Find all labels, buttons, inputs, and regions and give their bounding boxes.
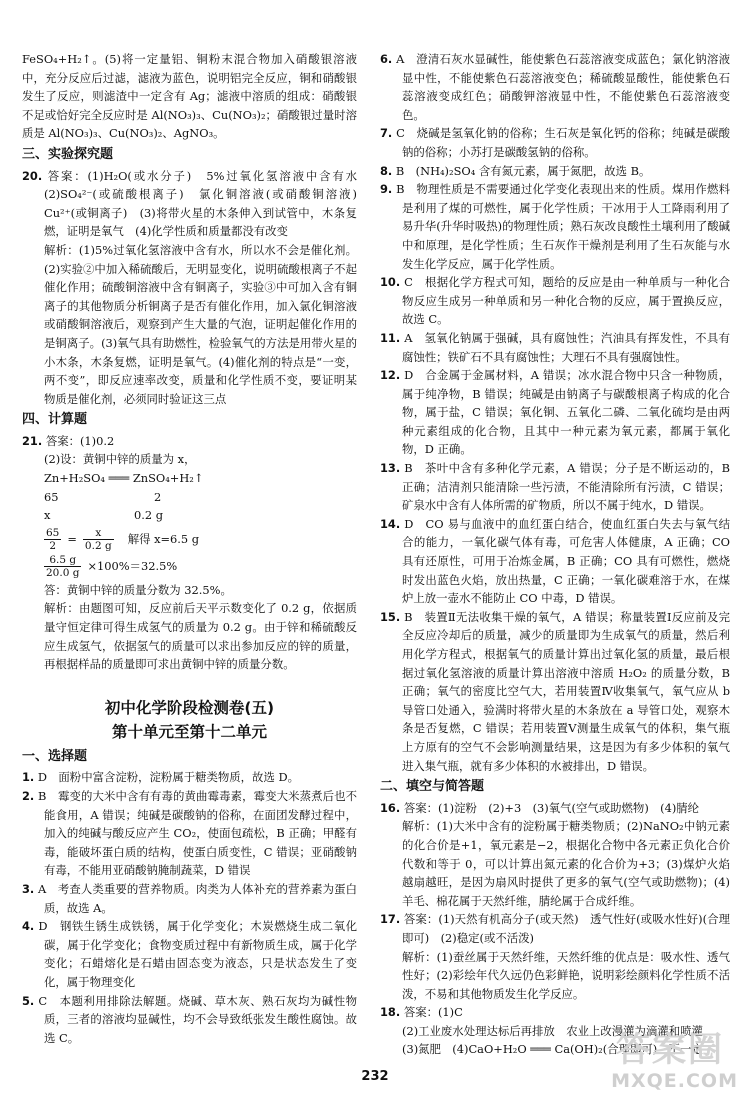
exam-title: 初中化学阶段检测卷(五) — [104, 698, 275, 717]
q21-final-answer: 答：黄铜中锌的质量分数为 32.5%。 — [44, 582, 232, 597]
choice-item: 8. B (NH₄)₂SO₄ 含有氮元素，属于氮肥，故选 B。 — [380, 163, 651, 178]
section-calculation-title: 四、计算题 — [22, 412, 88, 428]
choice-item: 1. D 面粉中富含淀粉，淀粉属于糖类物质，故选 D。 — [22, 770, 299, 785]
q21-equation: Zn+H₂SO₄ ═══ ZnSO₄+H₂↑ — [44, 471, 204, 486]
exam-subtitle: 第十单元至第十二单元 — [111, 722, 267, 741]
right-column — [380, 50, 730, 1059]
q18-line-3: (3)氮肥 (4)CaO+H₂O ═══ Ca(OH)₂(合理即可) 不一定 — [402, 1042, 703, 1057]
choice-item: 15. B 装置Ⅱ无法收集干燥的氧气，A 错误；称量装置Ⅰ反应前及完全反应冷却后的质量，减少的质量即为生成氧气的质量，然后利用化学方程式，根据氧气的质量计算出过氧化氢的质量，最后根据过氧化氢溶液的质量计算出溶液中溶质 H₂O₂ 的质量分数，B 正确；氧气的密度比空气大，若用装置Ⅳ收集氧气，氧气应从 b 导管口处通入，验满时将带火星的木条放在 a 导管口处，观察木条是否复燃，C 错误；若用装置Ⅴ测量生成氧气的体积，集气瓶上方原有的空气不会影响测量结果，这是因为有多少体积的氧气进入集气瓶，就有多少体积的水被排出，D 错误。 — [380, 609, 730, 773]
choice-item: 5. C 本题利用排除法解题。烧碱、草木灰、熟石灰均为碱性物质，三者的溶液均显碱性，均不会导致纸张发生酸性腐蚀。故选 C。 — [22, 993, 358, 1045]
q20-answer-text: 答案：(1)H₂O(或水分子) 5%过氧化氢溶液中含有水 (2)SO₄²⁻(或硫酸根离子) 氯化铜溶液(或硝酸铜溶液) Cu²⁺(或铜离子) (3)将带火星的木条伸入到试管中，木条复燃，证明是氧气 (4)化学性质和质量都没有改变 — [44, 168, 369, 239]
q19-continuation: FeSO₄+H₂↑。(5)将一定量铝、铜粉末混合物加入硝酸银溶液中，充分反应后过滤，滤液为蓝色，说明铝完全反应，铜和硝酸银发生了反应，则滤渣中一定含有 Ag；滤液中溶质的组成：硝酸银不足或恰好完全反应时是 Al(NO₃)₃、Cu(NO₃)₂；硝酸银过量时溶质是 Al(NO₃)₃、Cu(NO₃)₂、AgNO₃。 — [22, 52, 357, 141]
q21-fraction-3: $\frac{6.5 g}{20.0 g}$ — [46, 553, 80, 579]
q21-fraction-2: $\frac{x}{0.2 g}$ — [84, 526, 112, 552]
watermark-text: 答案圈 — [616, 1030, 724, 1070]
q18-line-2: (2)工业废水处理达标后再排放 农业上改漫灌为滴灌和喷灌 — [402, 1023, 703, 1038]
page-number: 232 — [361, 1069, 389, 1084]
q16-analysis: 解析：(1)大米中含有的淀粉属于糖类物质；(2)NaNO₂中钠元素的化合价是+1，氧元素是−2，根据化合物中各元素正负化合价代数和等于 0，可以计算出氮元素的化合价为+3；(3)煤炉火焰越扇越旺，是因为扇风时提供了更多的氧气(空气或助燃物)；(4)羊毛、棉花属于天然纤维，腈纶属于合成纤维。 — [402, 819, 730, 908]
watermark-logo — [608, 1022, 738, 1092]
q20-analysis: 解析：(1)5%过氧化氢溶液中含有水，所以水不会是催化剂。(2)实验②中加入稀硫酸后，无明显变化，说明硫酸根离子不起催化作用；硫酸铜溶液中含有铜离子，实验③中可加入含有铜离子的其他物质分析铜离子是否有催化作用，加入氯化铜溶液或硝酸铜溶液后，观察到产生大量的气泡，证明起催化作用的是铜离子。(3)氧气具有助燃性，检验氧气的方法是用带火星的小木条，木条复燃，证明是氧气。(4)催化剂的特点是“一变，两不变”，即反应速率改变，质量和化学性质不变，要证明某物质是催化剂，必须同时验证这三点 — [44, 242, 357, 406]
q21-ratio-row-1 — [44, 488, 357, 507]
q17-analysis: 解析：(1)蚕丝属于天然纤维，天然纤维的优点是：吸水性、透气性好；(2)彩绘年代久远仍色彩鲜艳，说明彩绘颜料化学性质不活泼，不易和其他物质发生化学反应。 — [402, 949, 730, 1001]
q21-answer — [22, 432, 357, 451]
left-column — [22, 50, 369, 1047]
q21-number: 21. — [22, 433, 43, 448]
choice-item: 10. C 根据化学方程式可知，题给的反应是由一种单质与一种化合物反应生成另一种单质和另一种化合物的反应，属于置换反应，故选 C。 — [380, 275, 731, 327]
choice-item: 7. C 烧碱是氢氧化钠的俗称；生石灰是氧化钙的俗称；纯碱是碳酸钠的俗称；小苏打是碳酸氢钠的俗称。 — [380, 126, 730, 159]
q21-h2-actual: 0.2 g — [134, 508, 164, 523]
q21-zn-mass: 65 — [44, 489, 59, 504]
q21-ratio-row-2 — [44, 506, 357, 525]
q21-set-variable: (2)设：黄铜中锌的质量为 x， — [44, 452, 196, 467]
q21-analysis: 解析：由题图可知，反应前后天平示数变化了 0.2 g，依据质量守恒定律可得生成氢气的质量为 0.2 g。由于锌和稀硫酸反应生成氢气，依据氢气的质量可以求出参加反应的锌的质量，再根据样品的质量即可求出黄铜中锌的质量分数。 — [44, 601, 357, 672]
q21-solve: 解得 x=6.5 g — [127, 532, 200, 547]
q21-solution — [22, 450, 357, 599]
choice-item: 13. B 茶叶中含有多种化学元素，A 错误；分子是不断运动的，B 正确；洁清剂只能清除一些污渍，不能清除所有污渍，C 错误；矿泉水中含有人体所需的矿物质，所以不属于纯水，D 错误。 — [380, 461, 731, 513]
choice-item: 6. A 澄清石灰水显碱性，能使紫色石蕊溶液变成蓝色；氯化钠溶液显中性，不能使紫色石蕊溶液变色；稀硫酸显酸性，能使紫色石蕊溶液变成红色；硝酸钾溶液显中性，不能使紫色石蕊溶液变色。 — [380, 52, 731, 122]
choice-item: 9. B 物理性质是不需要通过化学变化表现出来的性质。煤用作燃料是利用了煤的可燃性，属于化学性质；干冰用于人工降雨利用了易升华(升华时吸热)的物理性质；熟石灰改良酸性土壤利用了酸碱中和原理，是化学性质；生石灰作干燥剂是利用了生石灰能与水发生化学反应，属于化学性质。 — [380, 182, 730, 271]
q18-answer: 18. 答案：(1)C — [380, 1005, 463, 1020]
q16-answer: 16. 答案：(1)淀粉 (2)+3 (3)氧气(空气或助燃物) (4)腈纶 — [380, 800, 700, 815]
section-choice-title: 一、选择题 — [22, 748, 88, 764]
q21-answer-text: 答案：(1)0.2 — [45, 433, 115, 448]
q21-percentage — [44, 554, 357, 579]
section-fill-title: 二、填空与简答题 — [380, 779, 485, 795]
choice-item: 12. D 合金属于金属材料，A 错误；冰水混合物中只含一种物质，属于纯净物，B 错误；纯碱是由钠离子与碳酸根离子构成的化合物，属于盐，C 错误；氧化铜、五氧化二磷、二氧化硫均是由两种元素组成的化合物，且其中一种元素为氧元素，都属于氧化物，D 正确。 — [380, 368, 731, 457]
choice-item: 4. D 钢铁生锈生成铁锈，属于化学变化；木炭燃烧生成二氧化碳，属于化学变化；食物变质过程中有新物质生成，属于化学变化；石蜡熔化是石蜡由固态变为液态，只是状态发生了变化，属于物理变化 — [22, 919, 357, 989]
section-experiment-title: 三、实验探究题 — [22, 146, 114, 162]
q21-proportion: $\frac{65}{2}$ = $\frac{x}{0.2 g}$ 解得 x=6.5 g — [46, 526, 200, 552]
q21-fraction-1: $\frac{65}{2}$ — [46, 526, 60, 552]
q21-percent-result: ×100%＝32.5% — [87, 559, 178, 574]
q21-x: x — [44, 508, 51, 523]
choice-item: 14. D CO 易与血液中的血红蛋白结合，使血红蛋白失去与氧气结合的能力，一氧化碳气体有毒，可危害人体健康，A 正确；CO 具有还原性，可用于冶炼金属，B 正确；CO 具有可燃性，燃烧时发出蓝色火焰，放出热量，C 正确；一氧化碳难溶于水，在煤炉上放一壶水不能防止 CO 中毒，D 错误。 — [380, 516, 730, 606]
q20-number: 20. — [22, 168, 43, 183]
watermark-url: MXQE.COM — [611, 1070, 738, 1092]
q20-answer — [22, 167, 369, 241]
choice-item: 11. A 氢氧化钠属于强碱，具有腐蚀性；汽油具有挥发性，不具有腐蚀性；铁矿石不具有腐蚀性；大理石不具有强腐蚀性。 — [380, 330, 730, 364]
q17-answer: 17. 答案：(1)天然有机高分子(或天然) 透气性好(或吸水性好)(合理即可) (2)稳定(或不活泼) — [380, 912, 731, 945]
q21-h2-mass: 2 — [154, 489, 162, 504]
choice-item: 2. B 霉变的大米中含有有毒的黄曲霉毒素，霉变大米蒸煮后也不能食用，A 错误；纯碱是碳酸钠的俗称，在面团发酵过程中，加入的纯碱与酸反应产生 CO₂，使面包疏松，B 正确；甲醛有毒，能破坏蛋白质的结构，使蛋白质变性，C 错误；亚硝酸钠有毒，不能用亚硝酸钠腌制蔬菜，D 错误 — [22, 789, 358, 878]
choice-item: 3. A 考查人类重要的营养物质。肉类为人体补充的营养素为蛋白质，故选 A。 — [22, 881, 357, 915]
